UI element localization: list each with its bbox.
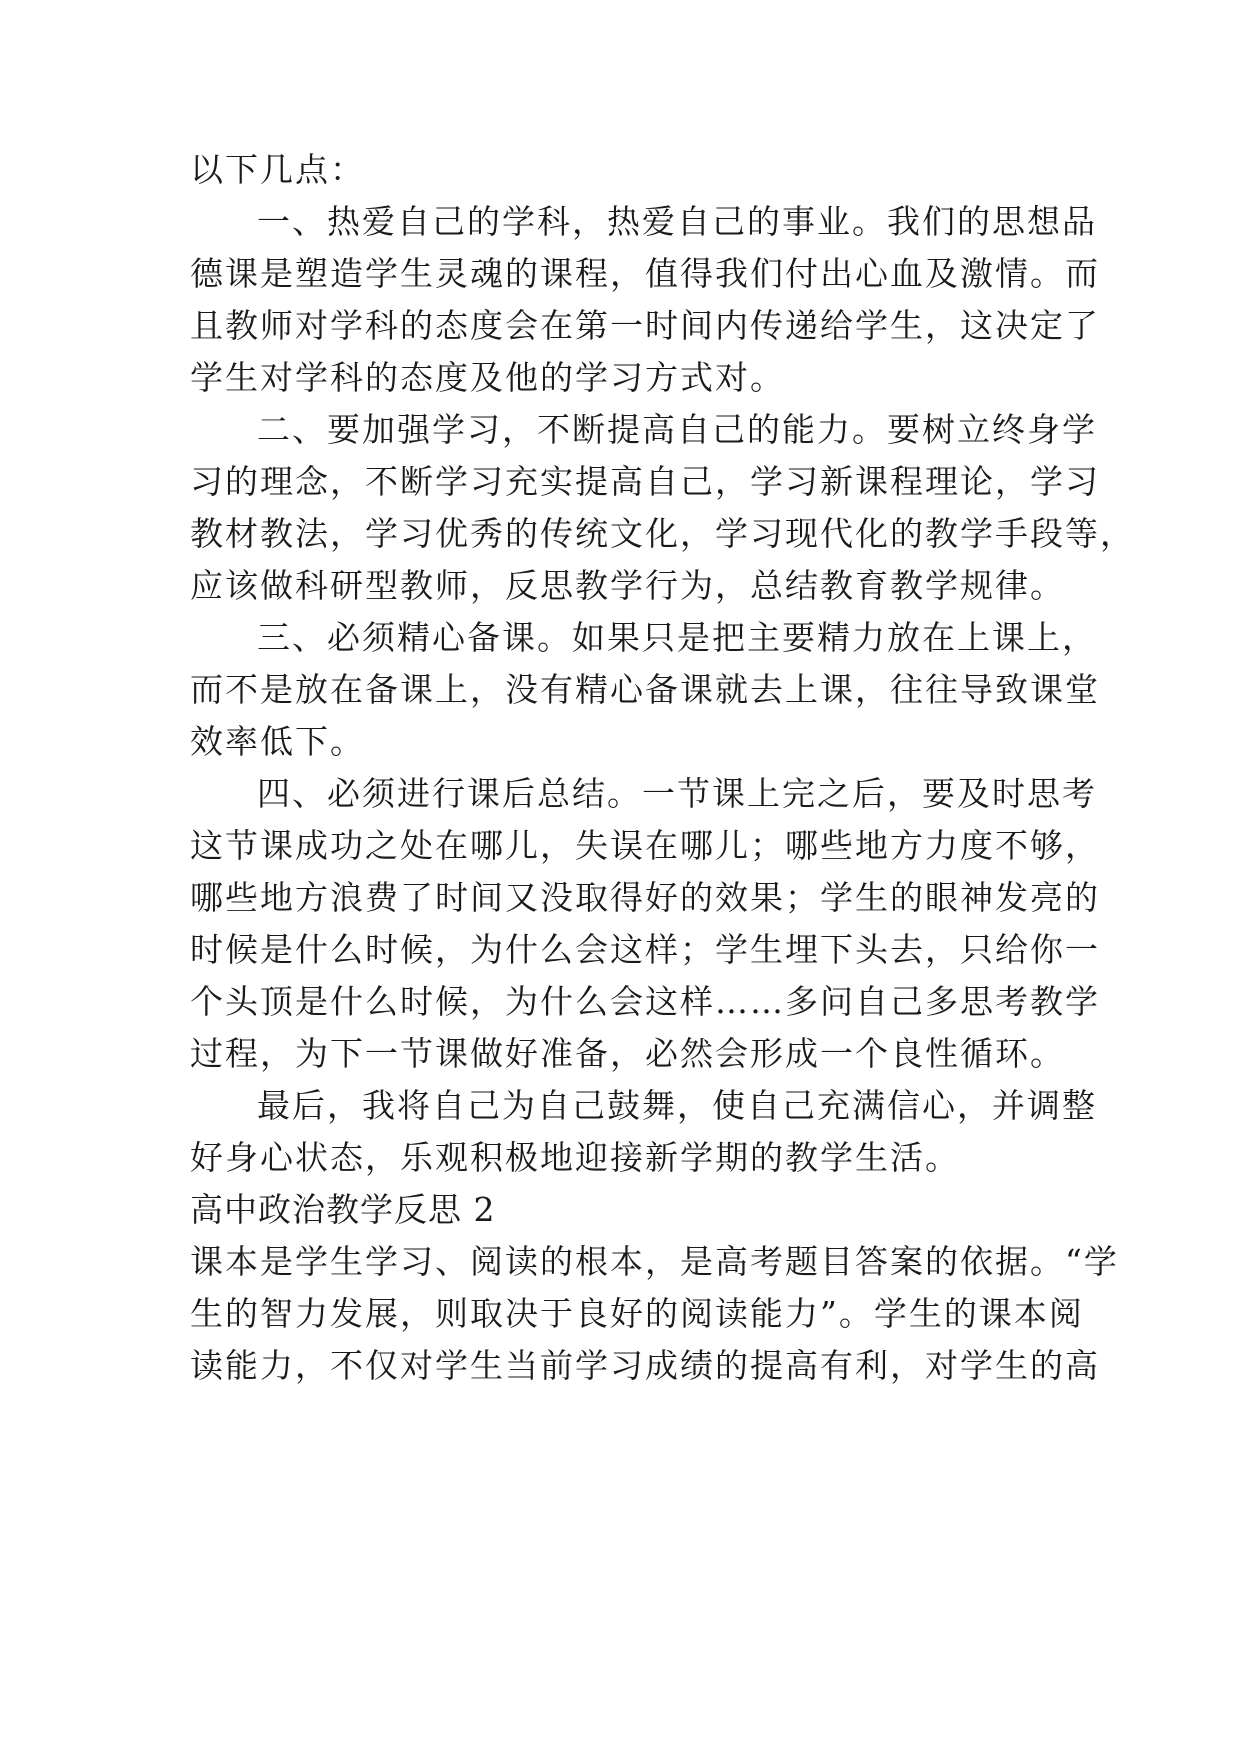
text-line: 习的理念，不断学习充实提高自己，学习新课程理论，学习 (190, 462, 1100, 501)
text-line: 个头顶是什么时候，为什么会这样……多问自己多思考教学 (190, 982, 1100, 1021)
text-line: 过程，为下一节课做好准备，必然会形成一个良性循环。 (190, 1034, 1065, 1073)
section-heading: 高中政治教学反思 2 (190, 1190, 496, 1229)
paragraph-2-start: 二、要加强学习，不断提高自己的能力。要树立终身学 (257, 410, 1097, 449)
text-line: 而不是放在备课上，没有精心备课就去上课，往往导致课堂 (190, 670, 1100, 709)
text-line: 应该做科研型教师，反思教学行为，总结教育教学规律。 (190, 566, 1065, 605)
paragraph-1-start: 一、热爱自己的学科，热爱自己的事业。我们的思想品 (257, 202, 1097, 241)
text-line: 好身心状态，乐观积极地迎接新学期的教学生活。 (190, 1138, 960, 1177)
paragraph-3-start: 三、必须精心备课。如果只是把主要精力放在上课上， (257, 618, 1097, 657)
text-line: 效率低下。 (190, 722, 365, 761)
text-line: 哪些地方浪费了时间又没取得好的效果；学生的眼神发亮的 (190, 878, 1100, 917)
text-line: 且教师对学科的态度会在第一时间内传递给学生，这决定了 (190, 306, 1100, 345)
paragraph-5-start: 最后，我将自己为自己鼓舞，使自己充满信心，并调整 (257, 1086, 1097, 1125)
text-line: 以下几点： (190, 150, 365, 189)
text-line: 德课是塑造学生灵魂的课程，值得我们付出心血及激情。而 (190, 254, 1100, 293)
text-line: 时候是什么时候，为什么会这样；学生埋下头去，只给你一 (190, 930, 1100, 969)
text-line: 学生对学科的态度及他的学习方式对。 (190, 358, 785, 397)
text-line: 这节课成功之处在哪儿，失误在哪儿；哪些地方力度不够， (190, 826, 1100, 865)
text-line: 教材教法，学习优秀的传统文化，学习现代化的教学手段等， (190, 514, 1135, 553)
paragraph-4-start: 四、必须进行课后总结。一节课上完之后，要及时思考 (257, 774, 1097, 813)
text-line: 读能力，不仅对学生当前学习成绩的提高有利，对学生的高 (190, 1346, 1100, 1385)
text-line: 课本是学生学习、阅读的根本，是高考题目答案的依据。“学 (190, 1242, 1119, 1281)
text-line: 生的智力发展，则取决于良好的阅读能力”。学生的课本阅 (190, 1294, 1084, 1333)
